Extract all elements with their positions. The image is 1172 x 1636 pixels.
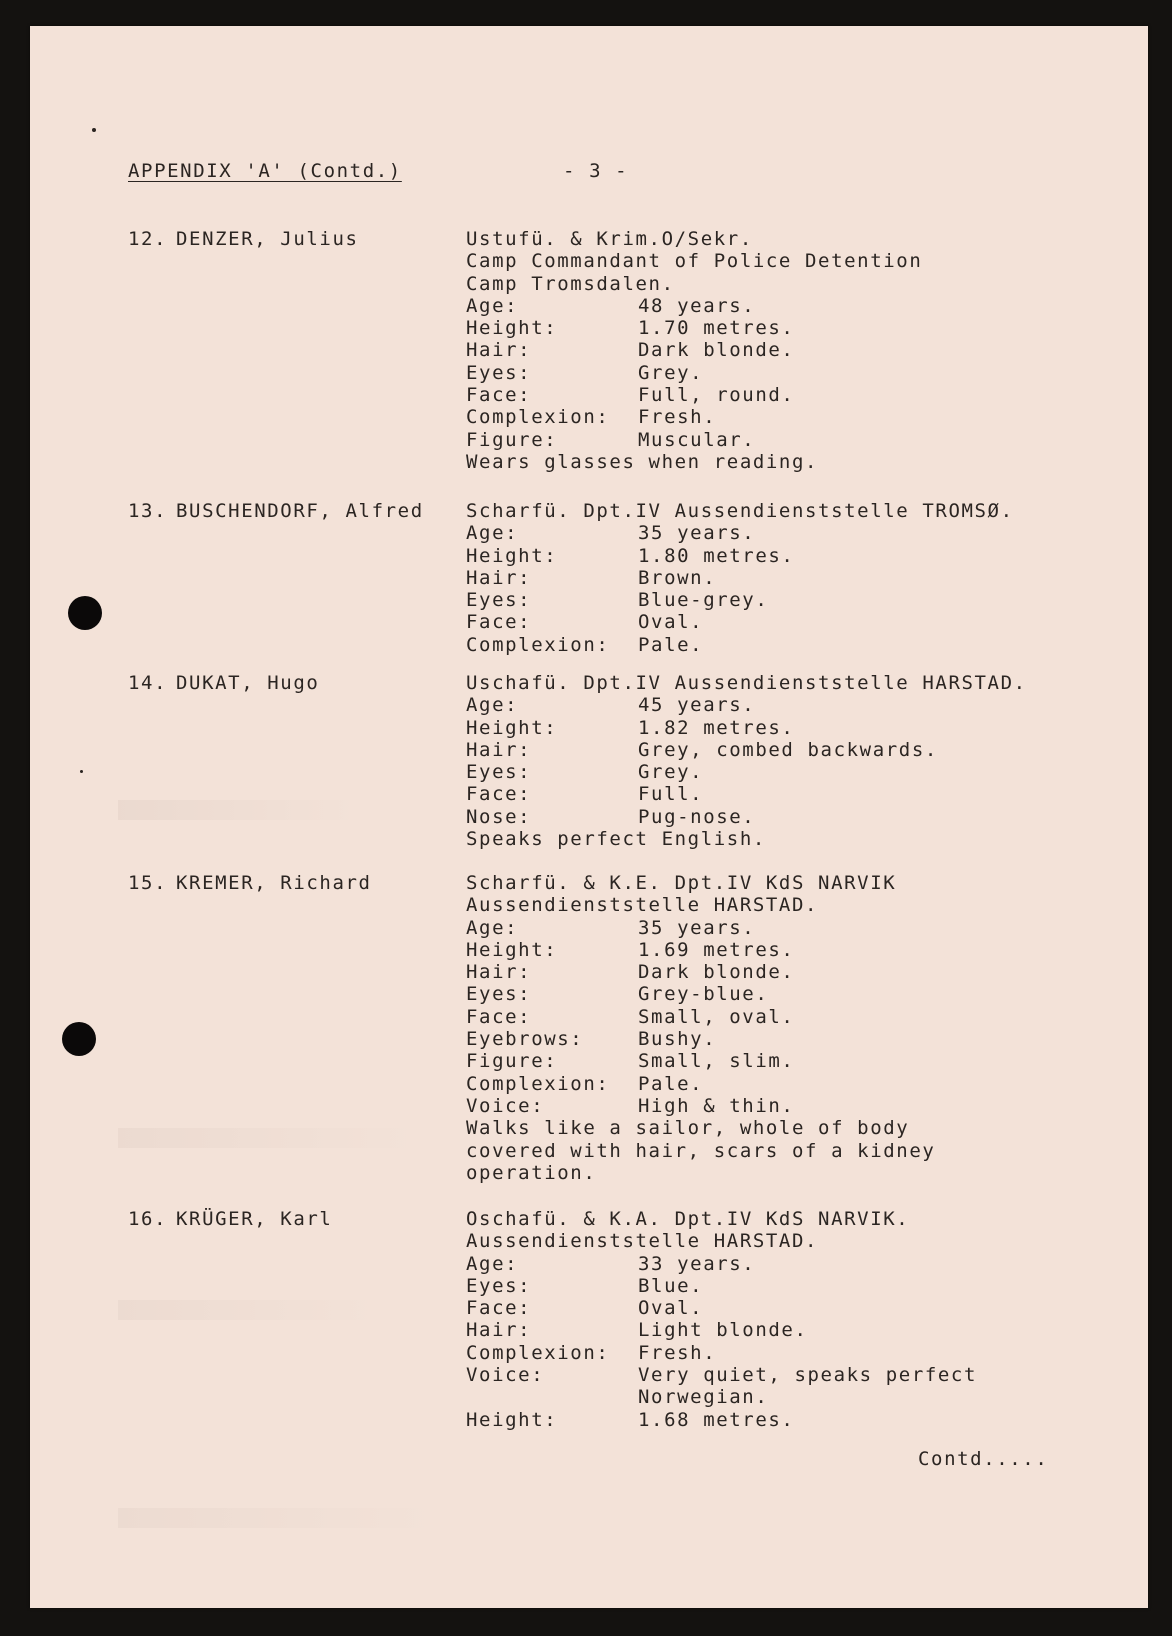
- detail-value: Dark blonde.: [638, 339, 795, 362]
- detail-line: [466, 1162, 1106, 1184]
- entry-details: [466, 872, 1106, 1184]
- detail-text: Camp Commandant of Police Detention: [466, 250, 923, 273]
- detail-label: Hair:: [466, 566, 532, 589]
- entry-details: [466, 228, 1106, 473]
- detail-label: Face:: [466, 1005, 532, 1028]
- detail-label: Face:: [466, 611, 532, 634]
- detail-line: [466, 1006, 1106, 1028]
- detail-line: [466, 783, 1106, 805]
- detail-value: Norwegian.: [638, 1386, 769, 1409]
- detail-label: Complexion:: [466, 633, 610, 656]
- detail-line: [466, 1050, 1106, 1072]
- detail-line: [466, 1386, 1106, 1408]
- detail-value: High & thin.: [638, 1094, 795, 1117]
- entry-number: 12.: [128, 228, 168, 250]
- entry-name: KREMER, Richard: [176, 872, 372, 894]
- detail-label: Voice:: [466, 1364, 545, 1387]
- detail-line: [466, 939, 1106, 961]
- detail-text: covered with hair, scars of a kidney: [466, 1139, 936, 1162]
- entry-name: KRÜGER, Karl: [176, 1208, 333, 1230]
- detail-text: operation.: [466, 1161, 597, 1184]
- detail-value: Grey.: [638, 761, 704, 784]
- detail-value: 1.80 metres.: [638, 544, 795, 567]
- show-through-shadow: [118, 1508, 438, 1528]
- detail-line: [466, 406, 1106, 428]
- detail-value: Small, oval.: [638, 1005, 795, 1028]
- detail-value: Dark blonde.: [638, 961, 795, 984]
- detail-value: Blue-grey.: [638, 589, 769, 612]
- detail-value: Blue.: [638, 1274, 704, 1297]
- detail-value: 45 years.: [638, 694, 756, 717]
- detail-value: Fresh.: [638, 1341, 717, 1364]
- detail-line: [466, 634, 1106, 656]
- detail-value: 1.68 metres.: [638, 1408, 795, 1431]
- detail-line: [466, 828, 1106, 850]
- detail-label: Height:: [466, 317, 558, 340]
- detail-text: Aussendienststelle HARSTAD.: [466, 894, 819, 917]
- detail-line: [466, 522, 1106, 544]
- detail-line: [466, 761, 1106, 783]
- detail-line: [466, 961, 1106, 983]
- detail-text: Camp Tromsdalen.: [466, 272, 675, 295]
- detail-label: Complexion:: [466, 406, 610, 429]
- detail-text: Wears glasses when reading.: [466, 450, 819, 473]
- detail-line: [466, 983, 1106, 1005]
- detail-line: [466, 717, 1106, 739]
- appendix-title: APPENDIX 'A' (Contd.): [128, 160, 402, 182]
- punch-hole-top: [68, 596, 102, 630]
- detail-value: 35 years.: [638, 916, 756, 939]
- detail-line: [466, 672, 1106, 694]
- detail-line: [466, 545, 1106, 567]
- detail-label: Eyes:: [466, 761, 532, 784]
- detail-value: Light blonde.: [638, 1319, 808, 1342]
- page-header: [128, 160, 1128, 186]
- detail-value: Grey.: [638, 361, 704, 384]
- detail-label: Face:: [466, 384, 532, 407]
- detail-label: Age:: [466, 916, 519, 939]
- detail-line: [466, 362, 1106, 384]
- detail-line: [466, 806, 1106, 828]
- detail-value: Full.: [638, 783, 704, 806]
- detail-text: Ustufü. & Krim.O/Sekr.: [466, 228, 753, 250]
- detail-line: [466, 339, 1106, 361]
- detail-line: [466, 694, 1106, 716]
- detail-value: Pale.: [638, 1072, 704, 1095]
- detail-line: [466, 917, 1106, 939]
- detail-line: [466, 228, 1106, 250]
- detail-value: Brown.: [638, 566, 717, 589]
- detail-line: [466, 1319, 1106, 1341]
- detail-text: Oschafü. & K.A. Dpt.IV KdS NARVIK.: [466, 1208, 910, 1230]
- detail-line: [466, 1297, 1106, 1319]
- detail-text: Scharfü. Dpt.IV Aussendienststelle TROMSØ.: [466, 500, 1014, 522]
- detail-label: Height:: [466, 544, 558, 567]
- detail-value: 1.82 metres.: [638, 716, 795, 739]
- detail-line: [466, 429, 1106, 451]
- entry-number: 16.: [128, 1208, 168, 1230]
- detail-label: Eyes:: [466, 361, 532, 384]
- detail-line: [466, 1230, 1106, 1252]
- page-number: - 3 -: [563, 160, 629, 182]
- detail-label: Hair:: [466, 738, 532, 761]
- detail-value: 48 years.: [638, 294, 756, 317]
- detail-label: Age:: [466, 694, 519, 717]
- entry-details: [466, 1208, 1106, 1431]
- detail-value: Oval.: [638, 611, 704, 634]
- detail-line: [466, 1253, 1106, 1275]
- speck: [92, 128, 96, 132]
- detail-value: 1.69 metres.: [638, 938, 795, 961]
- detail-label: Nose:: [466, 805, 532, 828]
- continued-note: Contd.....: [918, 1448, 1049, 1470]
- punch-hole-bottom: [62, 1022, 96, 1056]
- speck: [80, 770, 83, 773]
- detail-line: [466, 317, 1106, 339]
- detail-label: Hair:: [466, 961, 532, 984]
- detail-text: Aussendienststelle HARSTAD.: [466, 1230, 819, 1253]
- detail-value: 1.70 metres.: [638, 317, 795, 340]
- detail-line: [466, 1095, 1106, 1117]
- detail-text: Speaks perfect English.: [466, 828, 766, 851]
- detail-line: [466, 1117, 1106, 1139]
- detail-text: Scharfü. & K.E. Dpt.IV KdS NARVIK: [466, 872, 897, 894]
- detail-label: Hair:: [466, 339, 532, 362]
- detail-label: Height:: [466, 938, 558, 961]
- entry-name: DENZER, Julius: [176, 228, 359, 250]
- detail-text: Uschafü. Dpt.IV Aussendienststelle HARSTAD.: [466, 672, 1027, 694]
- detail-line: [466, 1028, 1106, 1050]
- detail-line: [466, 451, 1106, 473]
- entry-details: [466, 500, 1106, 656]
- detail-label: Age:: [466, 522, 519, 545]
- show-through-shadow: [118, 1128, 418, 1148]
- detail-line: [466, 1275, 1106, 1297]
- detail-line: [466, 1208, 1106, 1230]
- detail-value: 35 years.: [638, 522, 756, 545]
- show-through-shadow: [118, 1300, 378, 1320]
- detail-label: Eyebrows:: [466, 1028, 584, 1051]
- entry-details: [466, 672, 1106, 850]
- detail-value: Fresh.: [638, 406, 717, 429]
- detail-line: [466, 1073, 1106, 1095]
- detail-line: [466, 500, 1106, 522]
- entry-name: BUSCHENDORF, Alfred: [176, 500, 424, 522]
- detail-line: [466, 567, 1106, 589]
- detail-label: Eyes:: [466, 983, 532, 1006]
- detail-label: Voice:: [466, 1094, 545, 1117]
- detail-line: [466, 295, 1106, 317]
- detail-label: Complexion:: [466, 1341, 610, 1364]
- detail-line: [466, 250, 1106, 272]
- detail-value: Very quiet, speaks perfect: [638, 1364, 978, 1387]
- detail-value: Small, slim.: [638, 1050, 795, 1073]
- detail-label: Face:: [466, 783, 532, 806]
- detail-value: Grey, combed backwards.: [638, 738, 938, 761]
- detail-label: Age:: [466, 1252, 519, 1275]
- detail-line: [466, 739, 1106, 761]
- detail-line: [466, 1409, 1106, 1431]
- detail-label: Eyes:: [466, 1274, 532, 1297]
- detail-text: Walks like a sailor, whole of body: [466, 1117, 910, 1140]
- detail-label: Height:: [466, 716, 558, 739]
- detail-value: Full, round.: [638, 384, 795, 407]
- detail-label: Figure:: [466, 428, 558, 451]
- entry-number: 15.: [128, 872, 168, 894]
- detail-line: [466, 894, 1106, 916]
- detail-line: [466, 1364, 1106, 1386]
- detail-line: [466, 872, 1106, 894]
- detail-value: Pug-nose.: [638, 805, 756, 828]
- detail-value: Bushy.: [638, 1028, 717, 1051]
- detail-line: [466, 1140, 1106, 1162]
- detail-label: Height:: [466, 1408, 558, 1431]
- show-through-shadow: [118, 800, 358, 820]
- detail-value: Oval.: [638, 1297, 704, 1320]
- entry-number: 14.: [128, 672, 168, 694]
- detail-line: [466, 1342, 1106, 1364]
- entry-number: 13.: [128, 500, 168, 522]
- detail-value: Muscular.: [638, 428, 756, 451]
- detail-value: Grey-blue.: [638, 983, 769, 1006]
- detail-line: [466, 589, 1106, 611]
- detail-label: Age:: [466, 294, 519, 317]
- detail-label: Face:: [466, 1297, 532, 1320]
- detail-line: [466, 611, 1106, 633]
- detail-line: [466, 384, 1106, 406]
- detail-label: Hair:: [466, 1319, 532, 1342]
- detail-label: Figure:: [466, 1050, 558, 1073]
- detail-label: Complexion:: [466, 1072, 610, 1095]
- detail-line: [466, 273, 1106, 295]
- detail-label: Eyes:: [466, 589, 532, 612]
- detail-value: Pale.: [638, 633, 704, 656]
- detail-value: 33 years.: [638, 1252, 756, 1275]
- entry-name: DUKAT, Hugo: [176, 672, 320, 694]
